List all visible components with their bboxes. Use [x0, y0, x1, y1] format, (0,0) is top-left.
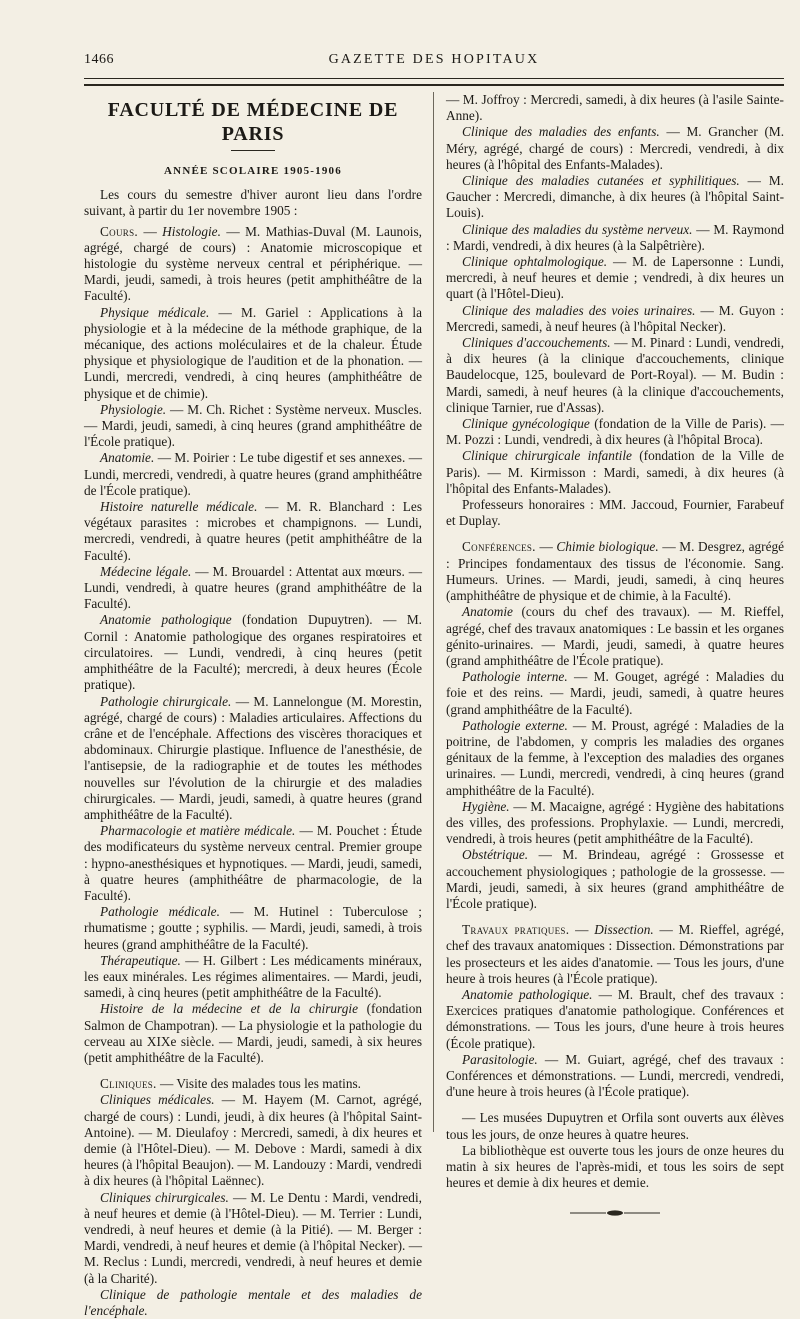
subject-cliniques-medicales: Cliniques médicales.	[100, 1092, 215, 1108]
paragraph-enfants	[446, 124, 784, 173]
subject-gynecologique: Clinique gynécologique	[462, 416, 590, 432]
paragraph-medecine-legale	[84, 564, 422, 613]
paragraph-pathologie-interne	[446, 669, 784, 718]
subject-pathologie-interne: Pathologie interne.	[462, 669, 568, 685]
paragraph-pathologie-chirurgicale	[84, 694, 422, 824]
paragraph-parasitologie	[446, 1052, 784, 1101]
text-hygiene: — M. Macaigne, agrégé : Hygiène des habitations des villes, des professions. Prophylaxie. — Lundi, mercredi, vendredi, à trois heures (petit amphithéâtre de la Faculté).	[446, 798, 784, 847]
text-accouchements: — M. Pinard : Lundi, vendredi, à dix heures (à la clinique d'accouchements, clinique Baudelocque, 125, boulevard de Port-Royal). — M. Budin : Mardi, samedi, à neuf heures (à la clinique d'accouchements, clinique Tarnier, rue d'Assas).	[446, 335, 785, 415]
subject-physique: Physique médicale.	[100, 304, 210, 320]
text-anatomie-pathologique-tp: — M. Brault, chef des travaux : Exercices pratiques d'anatomie pathologique. Conférences et démonstrations. — Tous les jours, d'une heure à trois heures (École pratique).	[446, 986, 785, 1051]
text-pathologie-interne: — M. Gouget, agrégé : Maladies du foie et des reins. — Mardi, jeudi, samedi, à quatre heures (grand amphithéâtre de la Faculté).	[446, 669, 784, 717]
paragraph-anatomie	[84, 450, 422, 499]
text-pharmacologie: — M. Pouchet : Étude des modificateurs du système nerveux central. Premier groupe : hypno-anesthésiques et hypnotiques. — Mardi, jeudi, samedi, à quatre heures (amphithéâtre de pharmacologie, de la Faculté).	[84, 823, 422, 903]
text-joffroy: — M. Joffroy : Mercredi, samedi, à dix heures (à l'asile Sainte-Anne).	[446, 92, 784, 124]
paragraph-anatomie-conference	[446, 604, 784, 669]
subject-cutanees: Clinique des maladies cutanées et syphilitiques.	[462, 173, 740, 189]
subject-enfants: Clinique des maladies des enfants.	[462, 124, 660, 140]
paragraph-pharmacologie	[84, 823, 422, 904]
paragraph-cliniques-chirurgicales	[84, 1190, 422, 1287]
text-histologie: M. Mathias-Duval (M. Launois, agrégé, chargé de cours) : Anatomie microscopique et histologie du système nerveux central et périphérique. — Mardi, jeudi, samedi, à trois heures (petit amphithéâtre de la Faculté).	[84, 223, 422, 304]
paragraph-chirurgicale-infantile	[446, 448, 784, 497]
subject-dissection: Dissection.	[594, 922, 654, 938]
subject-hygiene: Hygiène.	[462, 798, 510, 814]
text-enfants: — M. Grancher (M. Méry, agrégé, chargé de cours) : Mercredi, vendredi, à dix heures (à l'hôpital des Enfants-Malades).	[446, 124, 785, 172]
paragraph-systeme-nerveux	[446, 222, 784, 254]
text-parasitologie: — M. Guiart, agrégé, chef des travaux : Conférences et démonstrations. — Lundi, mercredi, vendredi, d'une heure à trois heures (à l'École pratique).	[446, 1051, 784, 1100]
subject-accouchements: Cliniques d'accouchements.	[462, 335, 611, 351]
paragraph-histoire-medecine	[84, 1001, 422, 1066]
paragraph-obstetrique	[446, 847, 784, 912]
section-head-cliniques: Cliniques.	[100, 1076, 157, 1092]
subject-pathologie-chirurgicale: Pathologie chirurgicale.	[100, 693, 232, 709]
text-physiologie: — M. Ch. Richet : Système nerveux. Muscles. — Mardi, jeudi, samedi, à cinq heures (grand amphithéâtre de l'École pratique).	[84, 401, 422, 450]
text-bibliotheque: La bibliothèque est ouverte tous les jours de onze heures du matin à six heures de l'après-midi, et tous les soirs de sept heures et demie à dix heures et demie.	[446, 1142, 784, 1191]
text-voies-urinaires: — M. Guyon : Mercredi, samedi, à neuf heures (à l'hôpital Necker).	[446, 302, 785, 334]
text-medecine-legale: — M. Brouardel : Attentat aux mœurs. — Lundi, vendredi, à quatre heures (grand amphithéâtre de la Faculté).	[84, 563, 422, 612]
text-cliniques-medicales: — M. Hayem (M. Carnot, agrégé, chargé de cours) : Lundi, jeudi, à dix heures (à l'hôpital Saint-Antoine). — M. Dieulafoy : Mercredi, samedi, à dix heures et demie (à l'Hôtel-Dieu). — M. Debove : Mardi, samedi à dix heures (à l'hôpital Beaujon). — M. Landouzy : Mardi, vendredi à dix heures (à l'hôpital Laënnec).	[84, 1092, 422, 1189]
text-obstetrique: — M. Brindeau, agrégé : Grossesse et accouchement physiologiques ; pathologie de la grossesse. — Mardi, jeudi, samedi, à six heures (grand amphithéâtre de l'École pratique).	[446, 847, 784, 911]
school-year: ANNÉE SCOLAIRE 1905-1906	[164, 165, 342, 177]
subject-anatomie-pathologique: Anatomie pathologique	[100, 612, 232, 628]
subject-voies-urinaires: Clinique des maladies des voies urinaires.	[462, 302, 696, 318]
text-ophtalmologique: — M. de Lapersonne : Lundi, mercredi, à neuf heures et demie ; vendredi, à dix heures un quart (à l'Hôtel-Dieu).	[446, 254, 784, 302]
subject-anatomie-pathologique-tp: Anatomie pathologique.	[462, 986, 593, 1002]
journal-title: GAZETTE DES HOPITAUX	[328, 52, 540, 67]
subject-medecine-legale: Médecine légale.	[100, 563, 192, 579]
paragraph-cutanees	[446, 173, 784, 222]
paragraph-cliniques-medicales	[84, 1092, 422, 1189]
text-anatomie-pathologique: (fondation Dupuytren). — M. Cornil : Anatomie pathologique des organes respiratoires et circulatoires. — Lundi, vendredi, à cinq heures (petit amphithéâtre de la Faculté); mercredi, à deux heures (École pratique).	[84, 612, 422, 693]
subject-anatomie: Anatomie.	[100, 450, 155, 466]
text-chirurgicale-infantile: (fondation de la Ville de Paris). — M. Kirmisson : Mardi, samedi, à dix heures (à l'hôpital des Enfants-Malades).	[446, 448, 785, 496]
paragraph-therapeutique	[84, 953, 422, 1002]
intro-paragraph	[84, 187, 422, 219]
paragraph-pathologie-medicale	[84, 904, 422, 953]
paragraph-accouchements	[446, 335, 784, 416]
end-ornament	[570, 1209, 660, 1219]
subject-pathologie-externe: Pathologie externe.	[462, 717, 568, 733]
paragraph-anatomie-pathologique-tp	[446, 987, 784, 1052]
header-double-rule	[84, 84, 784, 86]
text-anatomie-conference: (cours du chef des travaux). — M. Rieffel, agrégé, chef des travaux anatomiques : Le bassin et les organes génito-urinaires. — Mardi, jeudi, samedi, à quatre heures (grand amphithéâtre de l'École pratique).	[446, 604, 784, 668]
text-histoire-naturelle: — M. R. Blanchard : Les végétaux parasites : microbes et champignons. — Lundi, mercredi, vendredi, à quatre heures (petit amphithéâtre de la Faculté).	[84, 499, 423, 563]
text-musees: — Les musées Dupuytren et Orfila sont ouverts aux élèves tous les jours, de onze heures à quatre heures.	[446, 1110, 784, 1142]
text-chimie-biologique: — M. Desgrez, agrégé : Principes fondamentaux des tissus de l'économie. Sang. Humeurs. Urines. — Mardi, jeudi, samedi, à cinq heures (amphithéâtre de physique et de chimie, à la Faculté).	[446, 539, 785, 604]
paragraph-ophtalmologique	[446, 254, 784, 303]
page-header	[84, 52, 784, 72]
column-divider	[433, 92, 434, 1132]
paragraph-cliniques-intro	[84, 1076, 422, 1092]
subject-ophtalmologique: Clinique ophtalmologique.	[462, 254, 608, 270]
text-cliniques-intro: — Visite des malades tous les matins.	[160, 1076, 361, 1092]
paragraph-physiologie	[84, 402, 422, 451]
paragraph-musees	[446, 1110, 784, 1142]
title-rule	[231, 150, 275, 151]
header-rule	[84, 78, 784, 79]
text-pathologie-chirurgicale: — M. Lannelongue (M. Morestin, agrégé, chargé de cours) : Maladies articulaires. Affections du crâne et de l'encéphale. Affections des viscères thoraciques et abdominaux. Chirurgie plastique. Influence de l'anesthésie, de l'antisepsie, de la radiographie et de toutes les méthodes nouvelles sur l'évolution de la chirurgie et des maladies chirurgicales. — Mardi, jeudi, samedi, à quatre heures (grand amphithéâtre de la Faculté).	[84, 693, 422, 822]
subject-therapeutique: Thérapeutique.	[100, 952, 181, 968]
text-physique: — M. Gariel : Applications à la physiologie et à la médecine de la méthode graphique, de la mécanique, des actions moléculaires et de la chaleur. Étude physique et physiologique de l'audition et de la phonation. — Lundi, mercredi, vendredi, à cinq heures (amphithéâtre de physique et de chimie).	[84, 304, 422, 401]
paragraph-anatomie-pathologique	[84, 612, 422, 693]
subject-pharmacologie: Pharmacologie et matière médicale.	[100, 823, 296, 839]
paragraph-gynecologique	[446, 416, 784, 448]
subject-clinique-mentale: Clinique de pathologie mentale et des maladies de l'encéphale.	[84, 1286, 422, 1319]
paragraph-pathologie-externe	[446, 718, 784, 799]
page-number: 1466	[84, 52, 114, 67]
subject-physiologie: Physiologie.	[100, 401, 167, 417]
subject-pathologie-medicale: Pathologie médicale.	[100, 904, 220, 920]
text-pathologie-medicale: — M. Hutinel : Tuberculose ; rhumatisme ; goutte ; syphilis. — Mardi, jeudi, samedi, à trois heures (grand amphithéâtre de la Faculté).	[84, 904, 422, 952]
subject-chimie-biologique: Chimie biologique.	[556, 539, 659, 555]
subject-parasitologie: Parasitologie.	[462, 1051, 538, 1067]
paragraph-joffroy	[446, 92, 784, 124]
subject-obstetrique: Obstétrique.	[462, 847, 529, 863]
paragraph-dissection: Travaux pratiques. — Dissection. — M. Rieffel, agrégé, chef des travaux anatomiques : Dissection. Démonstrations par les prosecteurs et les aides d'anatomie. — Tous les jours, d'une heure à trois heures (à l'École pratique).	[446, 922, 785, 986]
intro-text: Les cours du semestre d'hiver auront lieu dans l'ordre suivant, à partir du 1er novembre 1905 :	[84, 187, 422, 219]
text-anatomie: — M. Poirier : Le tube digestif et ses annexes. — Lundi, mercredi, vendredi, à quatre heures (grand amphithéâtre de l'École pratique).	[84, 450, 422, 498]
text-cutanees: — M. Gaucher : Mercredi, dimanche, à dix heures (à l'hôpital Saint-Louis).	[446, 173, 784, 221]
paragraph-chimie-biologique: Conférences. — Chimie biologique. — M. Desgrez, agrégé : Principes fondamentaux des tissus de l'économie. Sang. Humeurs. Urines. — Mardi, jeudi, samedi, à cinq heures (amphithéâtre de physique et de chimie, à la Faculté).	[446, 539, 785, 604]
text-dissection: — M. Rieffel, agrégé, chef des travaux anatomiques : Dissection. Démonstrations par les prosecteurs et les aides d'anatomie. — Tous les jours, d'une heure à trois heures (à l'École pratique).	[446, 922, 785, 986]
subject-chirurgicale-infantile: Clinique chirurgicale infantile	[462, 448, 632, 464]
text-histoire-medecine: (fondation Salmon de Champotran). — La physiologie et la pathologie du cerveau au XIXe siècle. — Mardi, jeudi, samedi, à six heures (petit amphithéâtre de la Faculté).	[84, 1001, 423, 1065]
text-therapeutique: — H. Gilbert : Les médicaments minéraux, les eaux minérales. Les régimes alimentaires. — Mardi, jeudi, samedi, à cinq heures (petit amphithéâtre de la Faculté).	[84, 952, 423, 1001]
paragraph-hygiene	[446, 799, 784, 848]
right-column	[446, 92, 784, 1219]
paragraph-histologie: Cours. — Histologie. — M. Mathias-Duval (M. Launois, agrégé, chargé de cours) : Anatomie microscopique et histologie du système nerveux central et périphérique. — Mardi, jeudi, samedi, à trois heures (petit amphithéâtre de la Faculté).	[84, 223, 422, 304]
section-head-conferences: Conférences.	[462, 539, 536, 555]
text-cliniques-chirurgicales: — M. Le Dentu : Mardi, vendredi, à neuf heures et demie (à l'Hôtel-Dieu). — M. Terrier : Lundi, vendredi, à neuf heures et demie (à la Pitié). — M. Berger : Mardi, vendredi, à neuf heures et demie (à l'hôpital Necker). — M. Reclus : Lundi, mercredi, vendredi, à neuf heures et demie (à la Charité).	[84, 1189, 423, 1286]
article-title: FACULTÉ DE MÉDECINE DE PARIS	[107, 99, 399, 145]
subject-cliniques-chirurgicales: Cliniques chirurgicales.	[100, 1189, 229, 1205]
paragraph-physique	[84, 305, 422, 402]
subject-histologie: Histologie.	[162, 223, 221, 239]
text-gynecologique: (fondation de la Ville de Paris). — M. Pozzi : Lundi, vendredi, à dix heures (à l'hôpital Broca).	[446, 416, 784, 448]
text-pathologie-externe: — M. Proust, agrégé : Maladies de la poitrine, de l'abdomen, y compris les maladies des organes génitaux de la femme, à l'exception des maladies des organes urinaires. — Lundi, mercredi, vendredi, à cinq heures (grand amphithéâtre de la Faculté).	[446, 717, 784, 798]
paragraph-bibliotheque	[446, 1143, 784, 1192]
paragraph-voies-urinaires	[446, 303, 784, 335]
subject-histoire-naturelle: Histoire naturelle médicale.	[100, 499, 258, 515]
text-systeme-nerveux: — M. Raymond : Mardi, vendredi, à dix heures (à la Salpêtrière).	[446, 221, 784, 253]
text-professeurs-honoraires: Professeurs honoraires : MM. Jaccoud, Fournier, Farabeuf et Duplay.	[446, 497, 784, 529]
paragraph-histoire-naturelle	[84, 499, 422, 564]
paragraph-professeurs-honoraires	[446, 497, 784, 529]
subject-systeme-nerveux: Clinique des maladies du système nerveux.	[462, 221, 693, 237]
left-column	[84, 92, 422, 1319]
paragraph-clinique-mentale	[84, 1287, 422, 1319]
section-head-cours: Cours.	[100, 223, 139, 239]
subject-histoire-medecine: Histoire de la médecine et de la chirurgie	[100, 1001, 358, 1017]
subject-anatomie-conference: Anatomie	[462, 604, 513, 620]
ornament-rule-icon	[570, 1209, 660, 1217]
section-head-travaux: Travaux pratiques.	[462, 922, 570, 938]
